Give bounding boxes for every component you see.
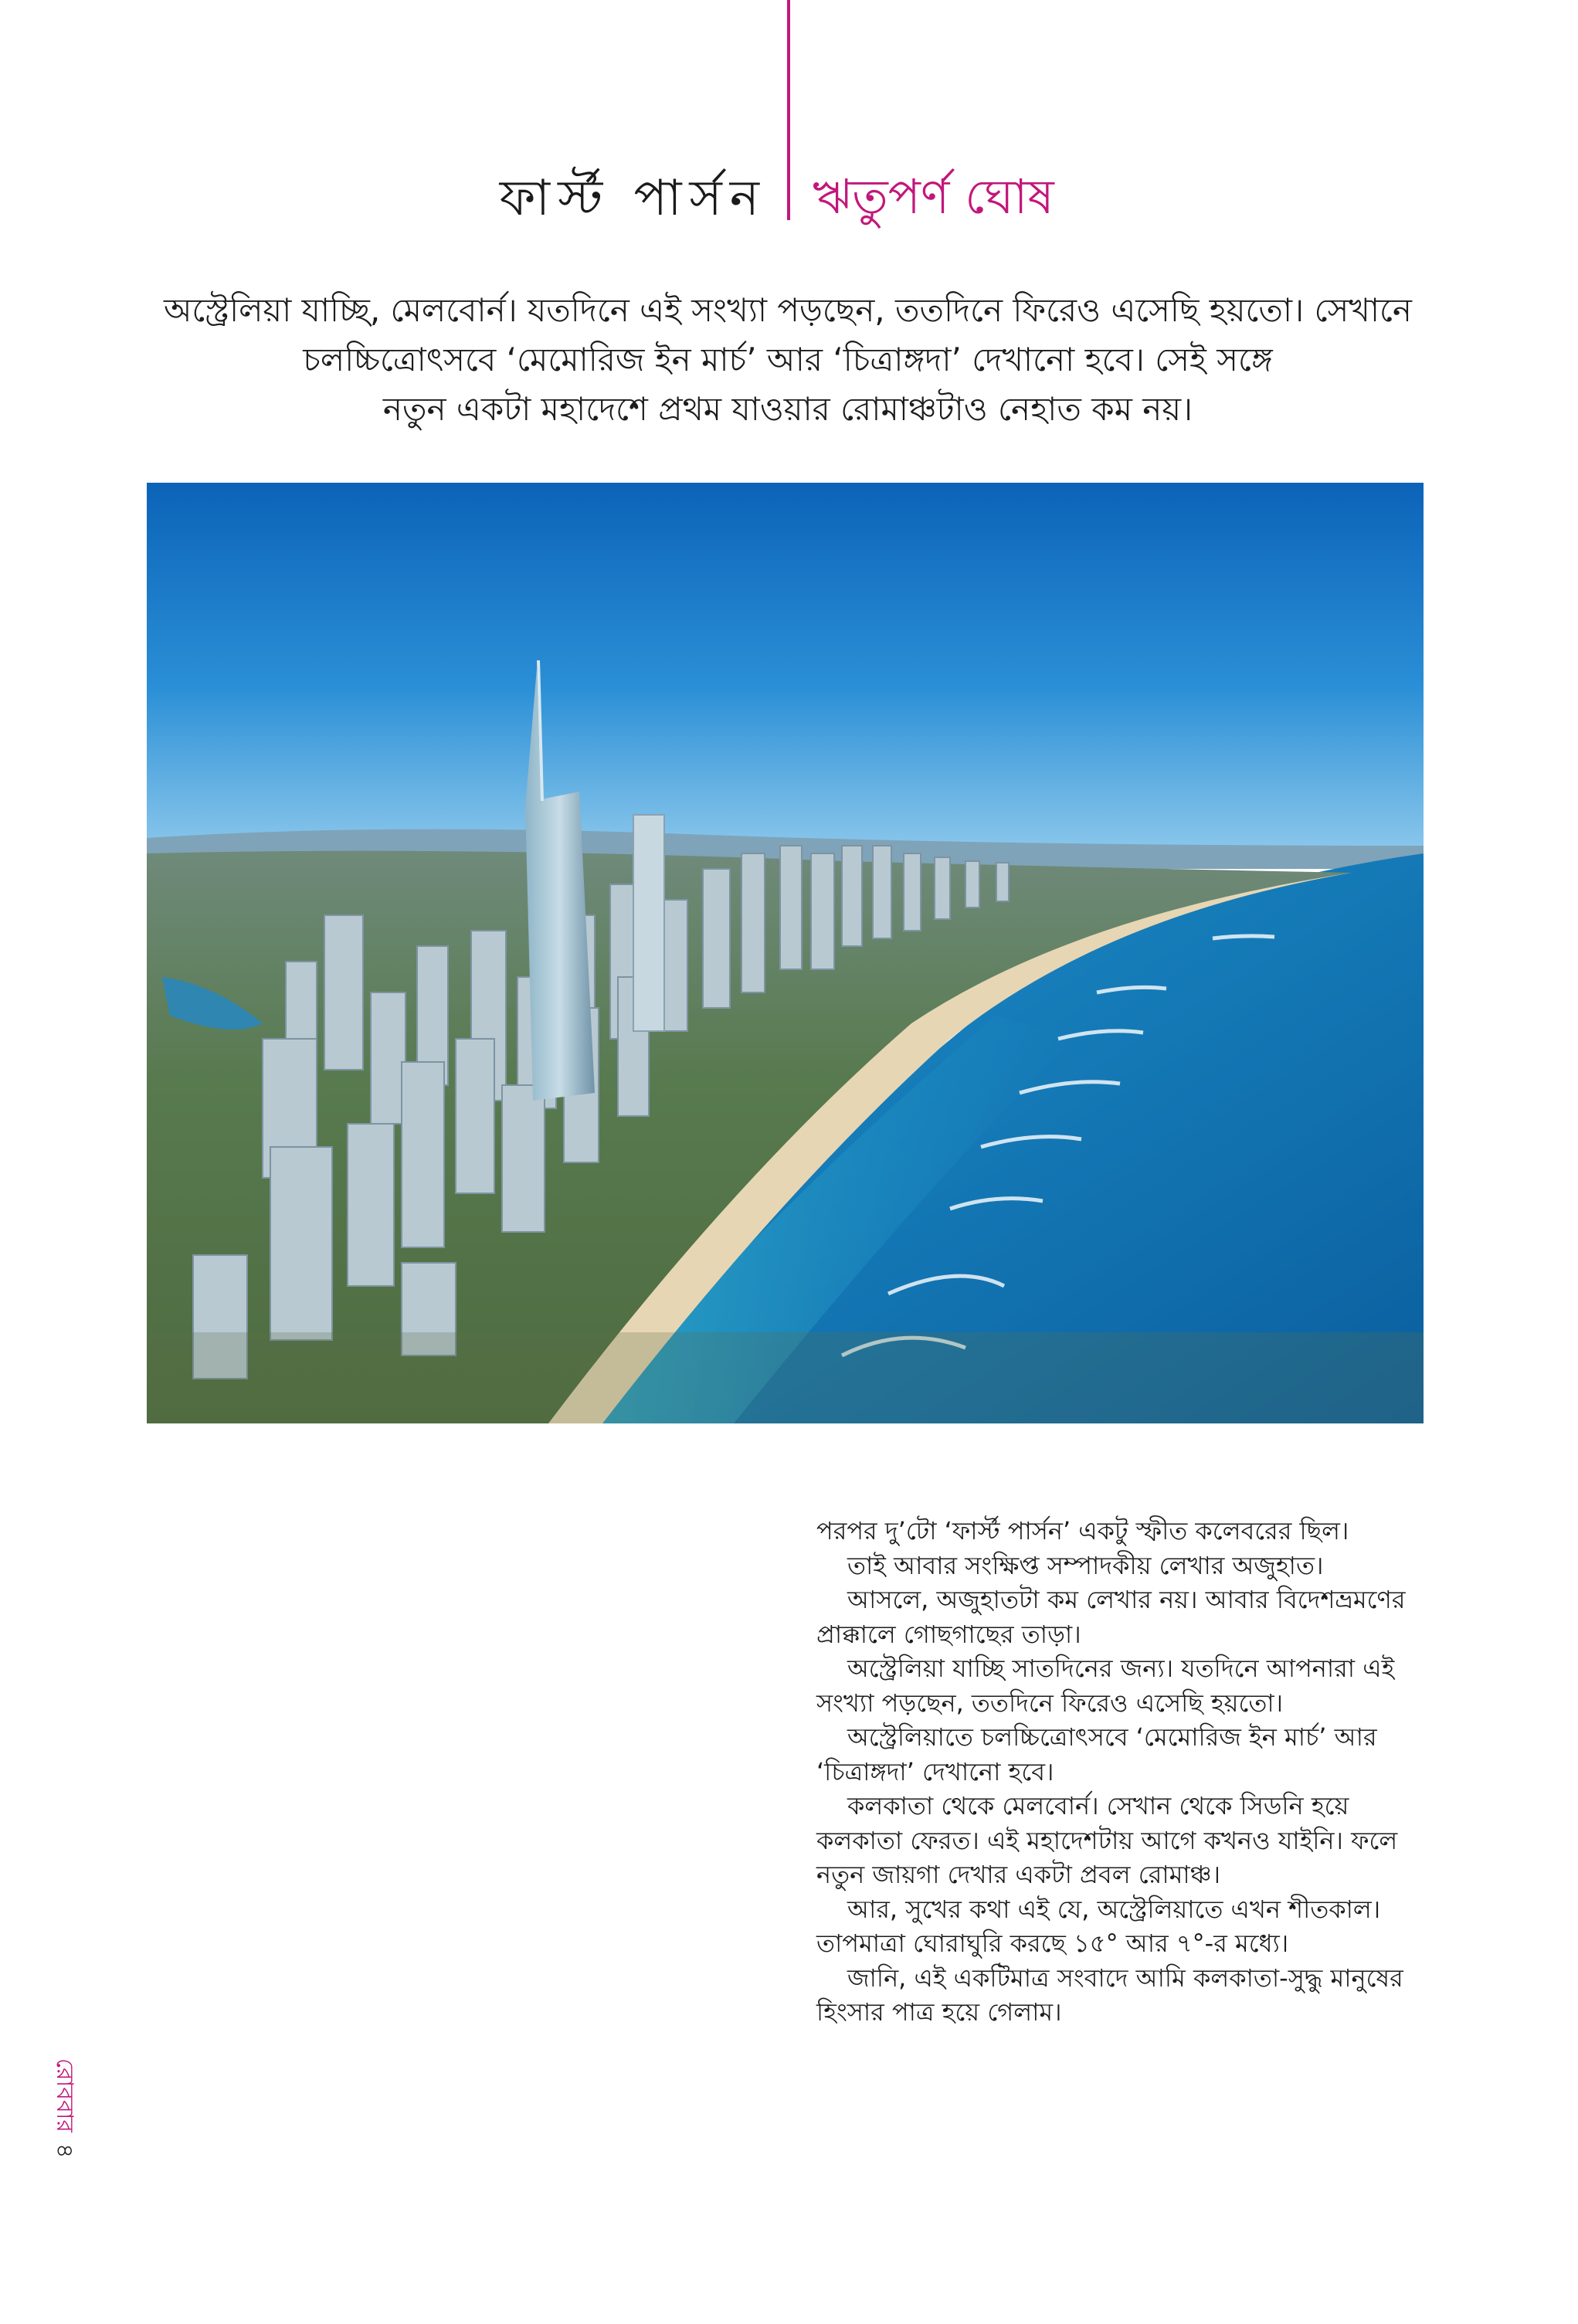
body-paragraph: তাই আবার সংক্ষিপ্ত সম্পাদকীয় লেখার অজুহাত। — [847, 1550, 1324, 1580]
column-header — [0, 161, 1578, 230]
intro-blurb — [154, 286, 1421, 434]
magazine-name: রোববার — [51, 2058, 78, 2132]
intro-line: অস্ট্রেলিয়া যাচ্ছি, মেলবোর্ন। যতদিনে এই সংখ্যা পড়ছেন, ততদিনে ফিরেও এসেছি হয়তো। সেখানে — [164, 291, 1412, 329]
intro-line: নতুন একটা মহাদেশে প্রথম যাওয়ার রোমাঞ্চটাও নেহাত কম নয়। — [382, 390, 1193, 428]
editorial-body — [816, 1514, 1434, 2030]
author-name: ঋতুপর্ণ ঘোষ — [813, 168, 1054, 225]
body-paragraph: জানি, এই একটিমাত্র সংবাদে আমি কলকাতা-সুদ্ধু মানুষের হিংসার পাত্র হয়ে গেলাম। — [816, 1963, 1403, 2027]
coastline-city-photo — [147, 483, 1424, 1423]
body-paragraph: পরপর দু’টো ‘ফার্স্ট পার্সন’ একটু স্ফীত কলেবরের ছিল। — [816, 1516, 1349, 1545]
body-paragraph: অস্ট্রেলিয়াতে চলচ্চিত্রোৎসবে ‘মেমোরিজ ইন মার্চ’ আর ‘চিত্রাঙ্গদা’ দেখানো হবে। — [816, 1722, 1377, 1786]
column-title: ফার্স্ট পার্সন — [499, 170, 767, 227]
body-paragraph: কলকাতা থেকে মেলবোর্ন। সেখান থেকে সিডনি হয়ে কলকাতা ফেরত। এই মহাদেশটায় আগে কখনও যাইনি। ফলে নতুন জায়গা দেখার একটা প্রবল রোমাঞ্চ। — [816, 1791, 1398, 1889]
body-paragraph: আসলে, অজুহাতটা কম লেখার নয়। আবার বিদেশভ্রমণের প্রাক্কালে গোছগাছের তাড়া। — [816, 1585, 1406, 1649]
intro-line: চলচ্চিত্রোৎসবে ‘মেমোরিজ ইন মার্চ’ আর ‘চিত্রাঙ্গদা’ দেখানো হবে। সেই সঙ্গে — [303, 341, 1273, 378]
body-paragraph: আর, সুখের কথা এই যে, অস্ট্রেলিয়াতে এখন শীতকাল। তাপমাত্রা ঘোরাঘুরি করছে ১৫° আর ৭°-র মধ্যে। — [816, 1894, 1381, 1958]
page-number: ৪ — [51, 2142, 78, 2159]
page-folio — [44, 2058, 83, 2158]
body-paragraph: অস্ট্রেলিয়া যাচ্ছি সাতদিনের জন্য। যতদিনে আপনারা এই সংখ্যা পড়ছেন, ততদিনে ফিরেও এসেছি হয়তো। — [816, 1654, 1395, 1718]
